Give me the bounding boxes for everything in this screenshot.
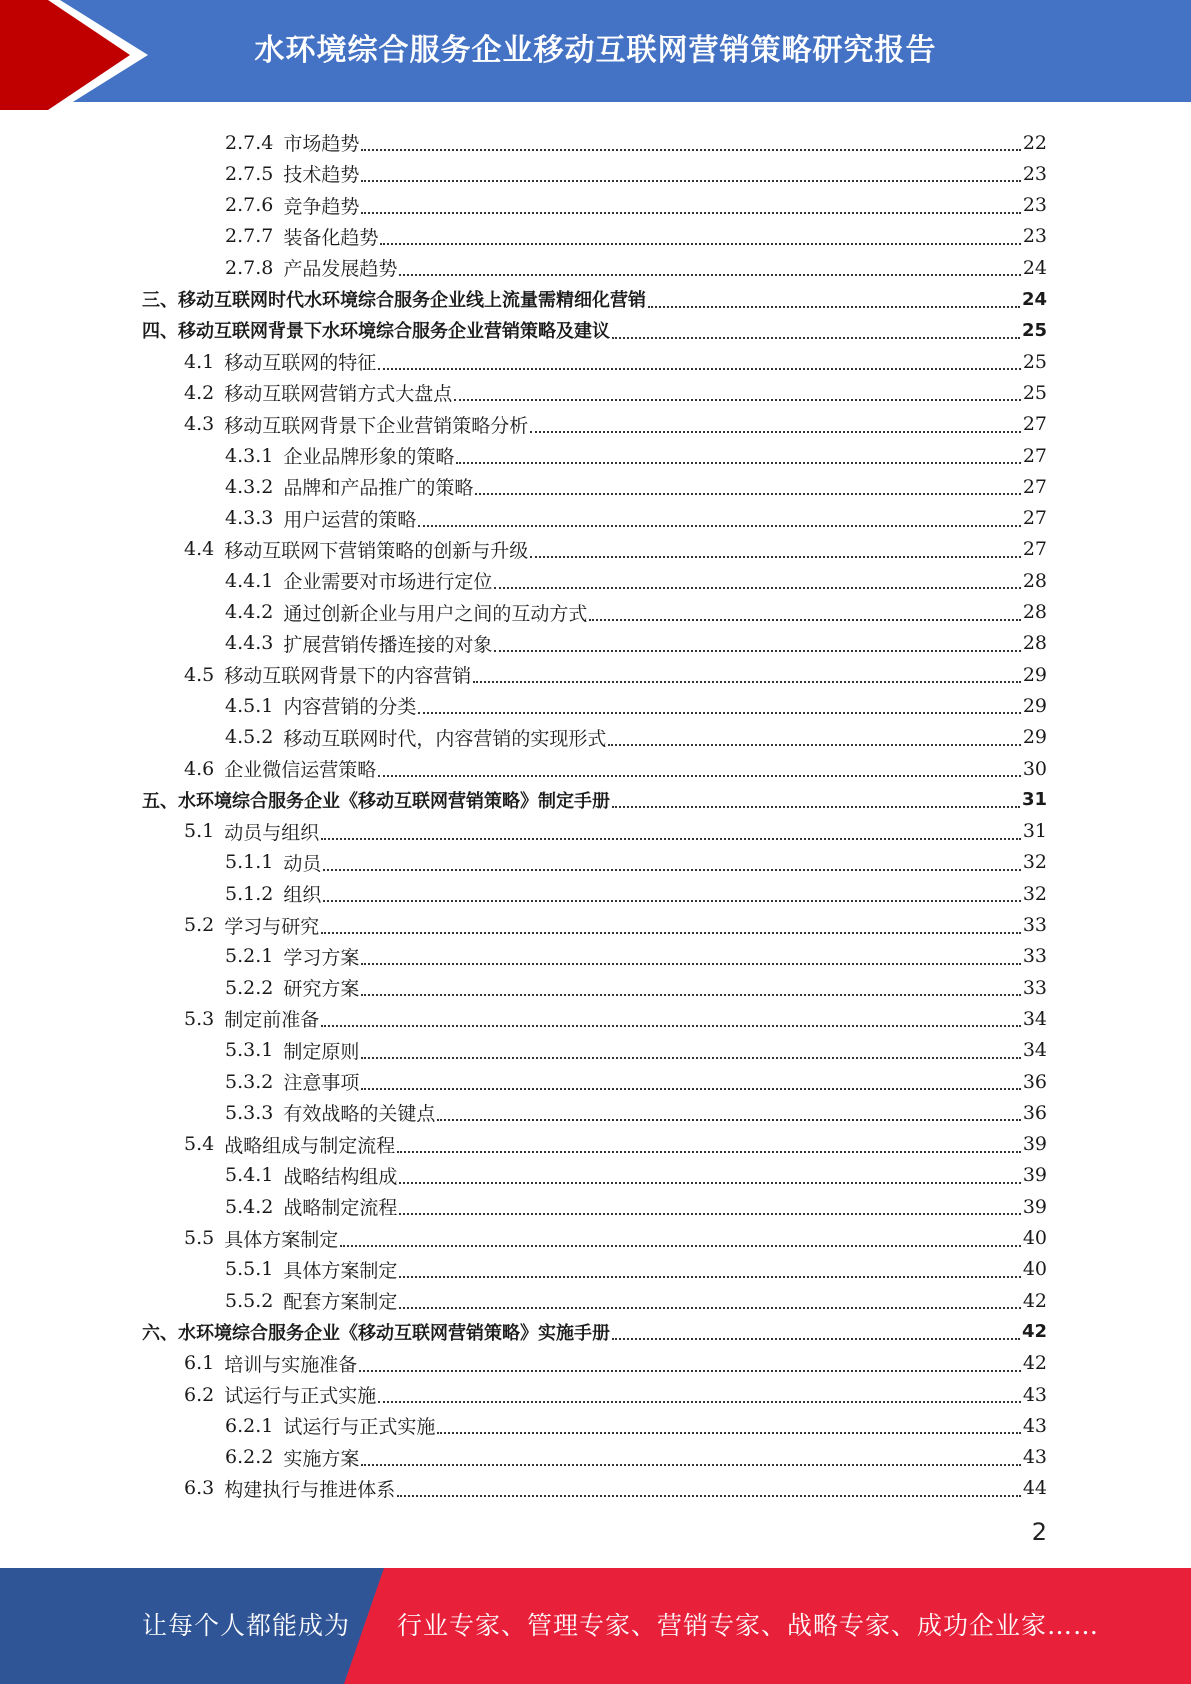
- toc-entry-page: 32: [1022, 851, 1047, 874]
- toc-entry-page: 34: [1022, 1039, 1047, 1062]
- toc-entry-page: 39: [1022, 1164, 1047, 1187]
- toc-entry-page: 40: [1022, 1227, 1047, 1249]
- toc-entry-page: 25: [1022, 350, 1047, 373]
- toc-entry-number: 5.3.2: [225, 1070, 274, 1093]
- toc-entry-page: 42: [1021, 1321, 1047, 1343]
- toc-entry-title: 品牌和产品推广的策略: [283, 477, 474, 500]
- toc-entry-title: 技术趋势: [283, 164, 360, 187]
- toc-entry-title: 研究方案: [283, 978, 360, 1001]
- toc-entry[interactable]: [184, 659, 1047, 690]
- toc-entry[interactable]: [225, 597, 1047, 628]
- toc-entry-page: 33: [1022, 914, 1047, 936]
- toc-entry[interactable]: [225, 628, 1047, 659]
- toc-entry-number: 4.6: [184, 757, 215, 780]
- toc-entry[interactable]: [184, 1223, 1047, 1254]
- toc-entry-title: 试运行与正式实施: [283, 1416, 436, 1439]
- toc-entry[interactable]: [225, 1285, 1047, 1316]
- toc-entry-page: 29: [1022, 694, 1047, 717]
- toc-entry-number: 2.7.5: [225, 162, 274, 185]
- toc-entry[interactable]: [184, 377, 1047, 408]
- toc-entry[interactable]: [225, 252, 1047, 283]
- toc-entry-number: 6.2: [184, 1383, 215, 1406]
- toc-entry-number: 5.4.2: [225, 1195, 274, 1218]
- toc-dot-leader: [418, 524, 1020, 527]
- toc-entry-number: 4.5.2: [225, 726, 274, 749]
- toc-entry[interactable]: [225, 440, 1047, 471]
- toc-dot-leader: [321, 837, 1021, 840]
- toc-entry-title: 构建执行与推进体系: [224, 1478, 396, 1501]
- toc-dot-leader: [361, 1056, 1020, 1059]
- toc-entry[interactable]: [225, 158, 1047, 189]
- toc-entry-number: 6.1: [184, 1352, 215, 1375]
- toc-entry-page: 27: [1022, 413, 1047, 436]
- toc-entry-title: 具体方案制定: [283, 1259, 398, 1282]
- toc-entry[interactable]: [184, 1379, 1047, 1410]
- toc-entry[interactable]: [225, 690, 1047, 721]
- toc-dot-leader: [399, 273, 1020, 276]
- toc-entry[interactable]: [225, 878, 1047, 909]
- toc-entry-title: 实施方案: [283, 1447, 360, 1470]
- toc-entry-title: 移动互联网背景下企业营销策略分析: [224, 414, 529, 437]
- toc-dot-leader: [612, 336, 1020, 339]
- toc-dot-leader: [323, 868, 1020, 871]
- toc-dot-leader: [494, 586, 1020, 589]
- toc-entry-title: 注意事项: [283, 1072, 360, 1094]
- toc-dot-leader: [361, 993, 1020, 996]
- toc-entry[interactable]: [225, 1254, 1047, 1285]
- toc-entry-number: 4.4: [184, 538, 215, 561]
- toc-entry-number: 5.3.3: [225, 1101, 274, 1124]
- toc-entry-title: 动员与组织: [224, 821, 320, 844]
- toc-dot-leader: [321, 1024, 1021, 1027]
- toc-entry[interactable]: [225, 847, 1047, 878]
- toc-dot-leader: [612, 805, 1020, 808]
- toc-entry-number: 5.2.2: [225, 976, 274, 999]
- toc-entry-number: 4.3.2: [225, 475, 274, 498]
- toc-entry-number: 4.5.1: [225, 694, 274, 717]
- toc-entry-title: 组织: [283, 884, 322, 907]
- toc-entry[interactable]: [225, 1160, 1047, 1191]
- toc-dot-leader: [361, 1087, 1020, 1090]
- toc-dot-leader: [530, 555, 1021, 558]
- toc-entry-number: 5.5.1: [225, 1258, 274, 1281]
- toc-dot-leader: [361, 179, 1020, 182]
- toc-entry-number: 5.4.1: [225, 1164, 274, 1187]
- toc-entry[interactable]: [225, 471, 1047, 502]
- toc-dot-leader: [612, 1337, 1020, 1340]
- toc-dot-leader: [494, 649, 1020, 652]
- toc-entry-title: 制定前准备: [224, 1009, 320, 1032]
- toc-entry[interactable]: [184, 1003, 1047, 1034]
- toc-entry[interactable]: [225, 1191, 1047, 1222]
- footer-roles: 行业专家、管理专家、营销专家、战略专家、成功企业家……: [397, 1611, 1100, 1640]
- toc-entry-number: 5.1: [184, 820, 215, 843]
- toc-entry-page: 29: [1022, 726, 1047, 749]
- toc-entry-title: 企业品牌形象的策略: [283, 446, 455, 468]
- toc-entry-number: 2.7.7: [225, 225, 274, 248]
- toc-entry[interactable]: [142, 784, 1047, 815]
- toc-entry-page: 33: [1022, 945, 1047, 968]
- footer-slogan: 让每个人都能成为: [142, 1611, 351, 1640]
- toc-entry-page: 23: [1022, 225, 1047, 248]
- toc-dot-leader: [399, 1181, 1020, 1184]
- toc-entry-title: 战略组成与制定流程: [224, 1134, 396, 1157]
- toc-entry-page: 39: [1022, 1133, 1047, 1156]
- toc-entry-page: 42: [1022, 1289, 1047, 1312]
- toc-entry-title: 用户运营的策略: [283, 508, 417, 531]
- toc-entry-page: 43: [1022, 1383, 1047, 1406]
- toc-dot-leader: [361, 962, 1020, 965]
- toc-entry-number: 5.3.1: [225, 1039, 274, 1062]
- toc-entry-page: 23: [1022, 194, 1047, 217]
- toc-entry[interactable]: [225, 722, 1047, 753]
- toc-entry-title: 产品发展趋势: [283, 258, 398, 281]
- toc-dot-leader: [418, 711, 1020, 714]
- toc-entry-title: 移动互联网下营销策略的创新与升级: [224, 539, 529, 562]
- toc-entry-page: 24: [1021, 288, 1047, 310]
- toc-entry-page: 29: [1022, 663, 1047, 686]
- toc-entry-number: 5.2: [184, 914, 215, 936]
- toc-entry-page: 39: [1022, 1195, 1047, 1218]
- toc-entry[interactable]: [225, 221, 1047, 252]
- toc-entry[interactable]: [225, 941, 1047, 972]
- toc-entry-title: 扩展营销传播连接的对象: [283, 633, 493, 656]
- toc-entry-number: 4.4.1: [225, 569, 274, 592]
- toc-dot-leader: [378, 1400, 1021, 1403]
- toc-dot-leader: [340, 1244, 1021, 1247]
- toc-entry-title: 制定原则: [283, 1040, 360, 1063]
- toc-entry[interactable]: [225, 1066, 1047, 1097]
- toc-entry[interactable]: [225, 1035, 1047, 1066]
- toc-dot-leader: [361, 1463, 1020, 1466]
- toc-entry-page: 28: [1022, 569, 1047, 592]
- toc-dot-leader: [473, 680, 1021, 683]
- toc-entry[interactable]: [184, 816, 1047, 847]
- toc-entry-number: 4.5: [184, 663, 215, 686]
- toc-entry-page: 25: [1021, 319, 1047, 341]
- toc-entry-page: 40: [1022, 1258, 1047, 1281]
- toc-entry-number: 5.1.2: [225, 882, 274, 905]
- toc-entry[interactable]: [225, 1442, 1047, 1473]
- page-header: [0, 0, 1191, 110]
- toc-entry-title: 市场趋势: [283, 133, 360, 155]
- toc-dot-leader: [359, 1369, 1021, 1372]
- toc-entry-number: 5.5.2: [225, 1289, 274, 1312]
- page-footer: [0, 1568, 1191, 1684]
- toc-entry-page: 27: [1022, 475, 1047, 498]
- toc-entry-title: 学习与研究: [224, 915, 320, 938]
- toc-entry-number: 4.3: [184, 413, 215, 436]
- toc-entry-page: 43: [1022, 1414, 1047, 1437]
- toc-entry-page: 27: [1022, 444, 1047, 467]
- toc-entry-title: 六、水环境综合服务企业《移动互联网营销策略》实施手册: [142, 1322, 610, 1344]
- toc-dot-leader: [437, 1118, 1020, 1121]
- toc-entry-title: 移动互联网时代，内容营销的实现形式: [283, 727, 607, 750]
- toc-entry-number: 6.2.1: [225, 1414, 274, 1437]
- toc-entry[interactable]: [184, 753, 1047, 784]
- toc-entry-page: 44: [1022, 1477, 1047, 1500]
- toc-entry-page: 24: [1022, 256, 1047, 279]
- toc-entry-title: 移动互联网的特征: [224, 352, 377, 375]
- toc-entry-title: 战略结构组成: [283, 1165, 398, 1188]
- toc-entry[interactable]: [225, 503, 1047, 534]
- toc-dot-leader: [399, 1275, 1020, 1278]
- toc-entry[interactable]: [225, 1097, 1047, 1128]
- toc-dot-leader: [454, 398, 1021, 401]
- toc-dot-leader: [321, 931, 1021, 934]
- toc-entry[interactable]: [184, 910, 1047, 941]
- toc-entry-number: 4.4.3: [225, 632, 274, 655]
- toc-entry-title: 竞争趋势: [283, 195, 360, 218]
- toc-dot-leader: [399, 1306, 1020, 1309]
- toc-entry[interactable]: [225, 1410, 1047, 1441]
- toc-entry-page: 36: [1022, 1101, 1047, 1124]
- toc-entry-title: 内容营销的分类: [283, 696, 417, 719]
- toc-entry-page: 31: [1021, 789, 1047, 811]
- toc-dot-leader: [361, 211, 1020, 214]
- toc-dot-leader: [378, 774, 1021, 777]
- toc-entry-page: 25: [1022, 381, 1047, 404]
- toc-entry-title: 通过创新企业与用户之间的互动方式: [283, 602, 588, 625]
- toc-entry-page: 31: [1022, 820, 1047, 843]
- toc-entry[interactable]: [184, 1473, 1047, 1504]
- toc-entry-page: 42: [1022, 1352, 1047, 1375]
- toc-entry-number: 5.1.1: [225, 851, 274, 874]
- toc-entry-page: 28: [1022, 632, 1047, 655]
- toc-entry-title: 企业需要对市场进行定位: [283, 571, 493, 594]
- toc-entry-title: 配套方案制定: [283, 1291, 398, 1314]
- toc-entry-title: 试运行与正式实施: [224, 1385, 377, 1407]
- toc-dot-leader: [378, 367, 1021, 370]
- page-number: 2: [1031, 1518, 1047, 1546]
- toc-entry-number: 2.7.6: [225, 194, 274, 217]
- toc-entry-title: 移动互联网营销方式大盘点: [224, 383, 453, 406]
- toc-entry-page: 22: [1022, 131, 1047, 154]
- toc-entry-page: 43: [1022, 1446, 1047, 1469]
- toc-entry-number: 4.4.2: [225, 601, 274, 623]
- toc-entry-number: 5.5: [184, 1227, 215, 1249]
- toc-entry-title: 有效战略的关键点: [283, 1103, 436, 1126]
- toc-dot-leader: [475, 492, 1020, 495]
- toc-dot-leader: [380, 242, 1020, 245]
- toc-entry-title: 学习方案: [283, 946, 360, 969]
- toc-dot-leader: [608, 743, 1020, 746]
- toc-entry-page: 33: [1022, 976, 1047, 999]
- toc-entry-page: 32: [1022, 882, 1047, 905]
- toc-entry-page: 27: [1022, 507, 1047, 530]
- toc-entry-title: 四、移动互联网背景下水环境综合服务企业营销策略及建议: [142, 321, 610, 343]
- toc-entry-number: 6.2.2: [225, 1446, 274, 1469]
- toc-entry-page: 34: [1022, 1007, 1047, 1030]
- toc-entry-page: 23: [1022, 162, 1047, 185]
- toc-entry[interactable]: [225, 190, 1047, 221]
- toc-dot-leader: [399, 1212, 1020, 1215]
- toc-entry[interactable]: [184, 346, 1047, 377]
- toc-entry-title: 具体方案制定: [224, 1228, 339, 1251]
- toc-entry-title: 三、移动互联网时代水环境综合服务企业线上流量需精细化营销: [142, 290, 646, 311]
- toc-entry-page: 27: [1022, 538, 1047, 561]
- toc-entry[interactable]: [225, 972, 1047, 1003]
- toc-entry-number: 4.3.1: [225, 444, 274, 467]
- toc-entry-number: 6.3: [184, 1477, 215, 1500]
- toc-entry-number: 4.1: [184, 350, 215, 373]
- toc-entry[interactable]: [184, 1348, 1047, 1379]
- toc-dot-leader: [456, 461, 1020, 464]
- toc-dot-leader: [397, 1150, 1021, 1153]
- toc-entry[interactable]: [225, 127, 1047, 158]
- toc-entry-number: 5.3: [184, 1007, 215, 1030]
- report-title: 水环境综合服务企业移动互联网营销策略研究报告: [254, 33, 937, 68]
- toc-entry-number: 4.3.3: [225, 507, 274, 530]
- toc-dot-leader: [589, 618, 1020, 621]
- toc-dot-leader: [361, 148, 1020, 151]
- toc-entry-number: 2.7.8: [225, 256, 274, 279]
- toc-entry-title: 移动互联网背景下的内容营销: [224, 665, 472, 688]
- toc-entry-title: 装备化趋势: [283, 226, 379, 249]
- toc-entry[interactable]: [184, 1129, 1047, 1160]
- toc-entry[interactable]: [142, 315, 1047, 346]
- toc-entry[interactable]: [142, 1316, 1047, 1347]
- toc-dot-leader: [437, 1431, 1020, 1434]
- toc-entry-title: 五、水环境综合服务企业《移动互联网营销策略》制定手册: [142, 790, 610, 812]
- toc-entry-number: 4.2: [184, 381, 215, 404]
- toc-dot-leader: [397, 1494, 1021, 1497]
- toc-entry[interactable]: [184, 534, 1047, 565]
- toc-dot-leader: [530, 430, 1021, 433]
- toc-entry-title: 战略制定流程: [283, 1197, 398, 1220]
- toc-entry-number: 5.4: [184, 1133, 215, 1156]
- toc-dot-leader: [323, 899, 1020, 902]
- toc-entry-title: 动员: [283, 852, 322, 875]
- toc-entry[interactable]: [142, 284, 1047, 315]
- toc-entry-number: 5.2.1: [225, 945, 274, 968]
- toc-entry-number: 2.7.4: [225, 131, 274, 154]
- toc-entry-title: 企业微信运营策略: [224, 759, 377, 781]
- toc-entry-page: 28: [1022, 601, 1047, 623]
- toc-entry-page: 36: [1022, 1070, 1047, 1093]
- toc-entry-page: 30: [1022, 757, 1047, 780]
- toc-entry[interactable]: [225, 565, 1047, 596]
- toc-entry[interactable]: [184, 409, 1047, 440]
- toc-dot-leader: [648, 305, 1020, 308]
- toc-entry-title: 培训与实施准备: [224, 1353, 358, 1376]
